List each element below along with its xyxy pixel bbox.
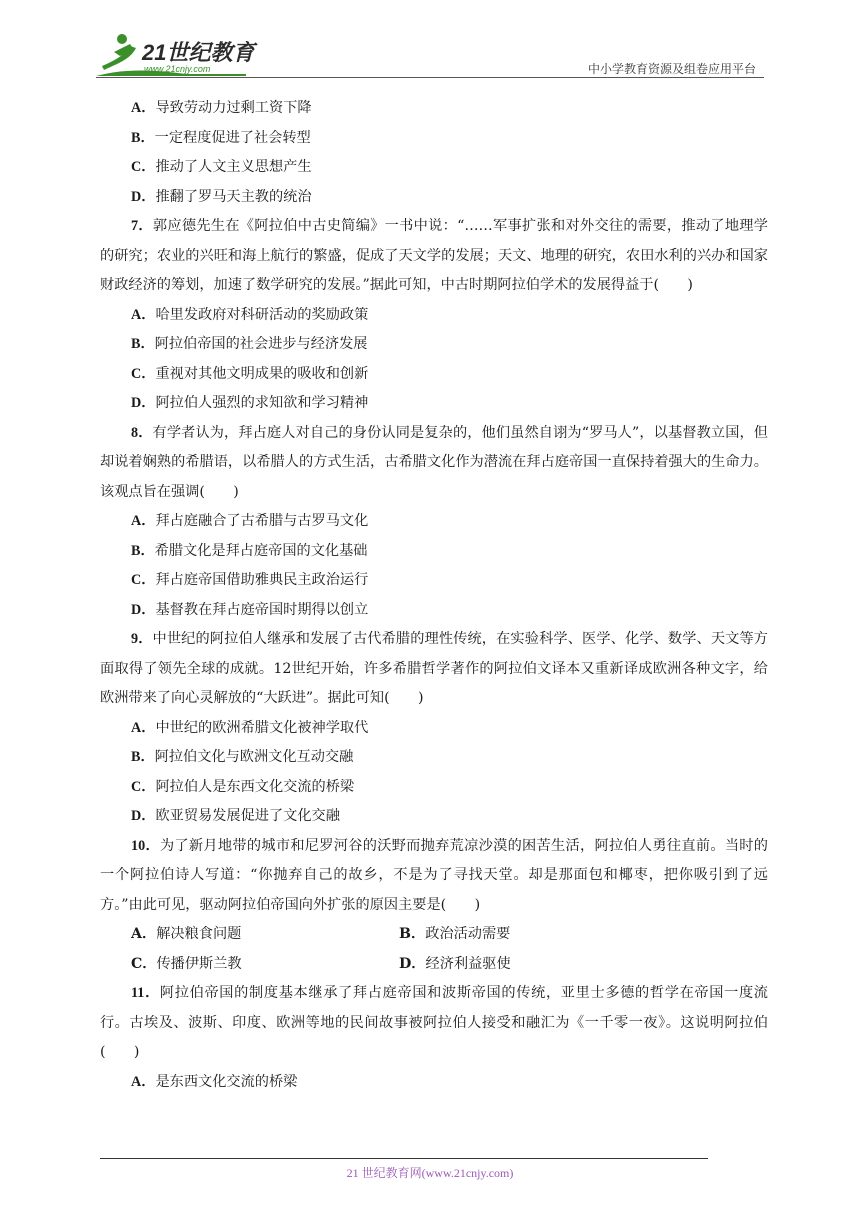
option-letter: A．: [131, 513, 156, 529]
option-letter: B．: [131, 749, 155, 765]
option-item: [100, 1068, 768, 1098]
page-header: [0, 0, 860, 80]
option-item: [131, 920, 399, 950]
option-item: [100, 360, 768, 390]
option-letter: B．: [131, 129, 155, 146]
option-letter: D．: [131, 808, 156, 824]
question-content: [100, 94, 768, 1097]
footer-divider: [100, 1158, 708, 1159]
option-letter: A．: [131, 306, 156, 323]
footer-link[interactable]: 21 世纪教育网(www.21cnjy.com): [346, 1166, 514, 1180]
option-letter: A．: [131, 719, 156, 736]
option-text: 阿拉伯文化与欧洲文化互动交融: [154, 749, 354, 765]
question-number: 8．: [131, 424, 153, 441]
option-text: 推翻了罗马天主教的统治: [155, 188, 312, 205]
option-letter: C．: [131, 572, 156, 588]
logo-url: www.21cnjy.com: [144, 64, 211, 74]
option-item: [100, 596, 768, 626]
logo-text: 21世纪教育: [142, 40, 255, 65]
option-text: 阿拉伯人是东西文化交流的桥梁: [155, 778, 355, 795]
option-letter: D．: [131, 188, 156, 205]
option-item: [100, 743, 768, 773]
option-item: [100, 537, 768, 567]
question-text: 阿拉伯帝国的制度基本继承了拜占庭帝国和波斯帝国的传统，亚里士多德的哲学在帝国一度流行。古埃及、波斯、印度、欧洲等地的民间故事被阿拉伯人接受和融汇为《一千零一夜》。这说明阿拉伯( ): [100, 985, 768, 1060]
option-letter: C．: [131, 365, 156, 382]
option-text: 导致劳动力过剩工资下降: [155, 100, 312, 116]
option-item: [100, 566, 768, 596]
question-stem: [100, 212, 768, 301]
option-text: 拜占庭融合了古希腊与古罗马文化: [155, 513, 369, 529]
question-number: 11．: [131, 985, 160, 1001]
option-text: 希腊文化是拜占庭帝国的文化基础: [154, 542, 368, 559]
option-row: [100, 920, 768, 950]
option-item: [100, 330, 768, 360]
question-text: 郭应德先生在《阿拉伯中古史简编》一书中说：“……军事扩张和对外交往的需要，推动了地理学的研究；农业的兴旺和海上航行的繁盛，促成了天文学的发展；天文、地理的研究，农田水利的兴办和国家财政经济的筹划，加速了数学研究的发展。”据此可知，中古时期阿拉伯学术的发展得益于( ): [100, 218, 768, 293]
question-stem: [100, 832, 768, 921]
question-stem: [100, 625, 768, 714]
option-item: [100, 389, 768, 419]
option-letter: A．: [131, 926, 157, 942]
option-letter: C．: [131, 159, 156, 175]
option-text: 欧亚贸易发展促进了文化交融: [155, 808, 340, 824]
option-letter: D．: [399, 955, 426, 972]
option-item: [100, 183, 768, 213]
option-text: 拜占庭帝国借助雅典民主政治运行: [155, 572, 369, 588]
option-text: 是东西文化交流的桥梁: [155, 1073, 298, 1090]
option-letter: D．: [131, 601, 156, 618]
header-divider: [96, 77, 764, 78]
question-number: 7．: [131, 218, 153, 234]
option-text: 阿拉伯人强烈的求知欲和学习精神: [155, 395, 369, 411]
option-text: 经济利益驱使: [425, 955, 511, 972]
option-letter: C．: [131, 778, 156, 795]
option-text: 解决粮食问题: [156, 926, 242, 942]
option-item: [131, 950, 399, 980]
option-letter: B．: [131, 542, 155, 559]
option-item: [100, 714, 768, 744]
option-text: 推动了人文主义思想产生: [155, 159, 312, 175]
option-row: [100, 950, 768, 980]
option-letter: A．: [131, 100, 156, 116]
option-letter: C．: [131, 955, 157, 972]
option-text: 阿拉伯帝国的社会进步与经济发展: [154, 336, 368, 352]
option-letter: D．: [131, 395, 156, 411]
option-text: 中世纪的欧洲希腊文化被神学取代: [155, 719, 369, 736]
option-text: 基督教在拜占庭帝国时期得以创立: [155, 601, 369, 618]
runner-logo-icon: [96, 30, 266, 78]
option-letter: B．: [399, 926, 426, 942]
site-logo[interactable]: [96, 30, 266, 78]
option-text: 传播伊斯兰教: [156, 955, 242, 972]
option-item: [100, 124, 768, 154]
option-text: 政治活动需要: [425, 926, 511, 942]
option-item: [100, 773, 768, 803]
option-item: [100, 507, 768, 537]
option-letter: B．: [131, 336, 155, 352]
option-item: [100, 153, 768, 183]
question-number: 9．: [131, 631, 153, 647]
question-text: 中世纪的阿拉伯人继承和发展了古代希腊的理性传统，在实验科学、医学、化学、数学、天文等方面取得了领先全球的成就。12世纪开始，许多希腊哲学著作的阿拉伯文译本又重新译成欧洲各种文字，给欧洲带来了向心灵解放的“大跃进”。据此可知( ): [100, 631, 768, 706]
option-item: [100, 802, 768, 832]
option-item: [100, 94, 768, 124]
question-text: 为了新月地带的城市和尼罗河谷的沃野而抛弃荒凉沙漠的困苦生活，阿拉伯人勇往直前。当时的一个阿拉伯诗人写道：“你抛弃自己的故乡，不是为了寻找天堂。却是那面包和椰枣，把你吸引到了远方。”由此可见，驱动阿拉伯帝国向外扩张的原因主要是( ): [100, 837, 768, 913]
option-text: 哈里发政府对科研活动的奖励政策: [155, 306, 369, 323]
question-text: 有学者认为，拜占庭人对自己的身份认同是复杂的，他们虽然自诩为“罗马人”，以基督教立国，但却说着娴熟的希腊语，以希腊人的方式生活，古希腊文化作为潜流在拜占庭帝国一直保持着强大的生命力。该观点旨在强调( ): [100, 424, 768, 500]
question-stem: [100, 419, 768, 508]
option-item: [399, 920, 667, 950]
question-stem: [100, 979, 768, 1068]
option-letter: A．: [131, 1073, 156, 1090]
question-number: 10．: [131, 837, 160, 854]
option-text: 重视对其他文明成果的吸收和创新: [155, 365, 369, 382]
option-item: [399, 950, 667, 980]
option-item: [100, 301, 768, 331]
option-text: 一定程度促进了社会转型: [154, 129, 311, 146]
platform-name: 中小学教育资源及组卷应用平台: [587, 62, 756, 76]
